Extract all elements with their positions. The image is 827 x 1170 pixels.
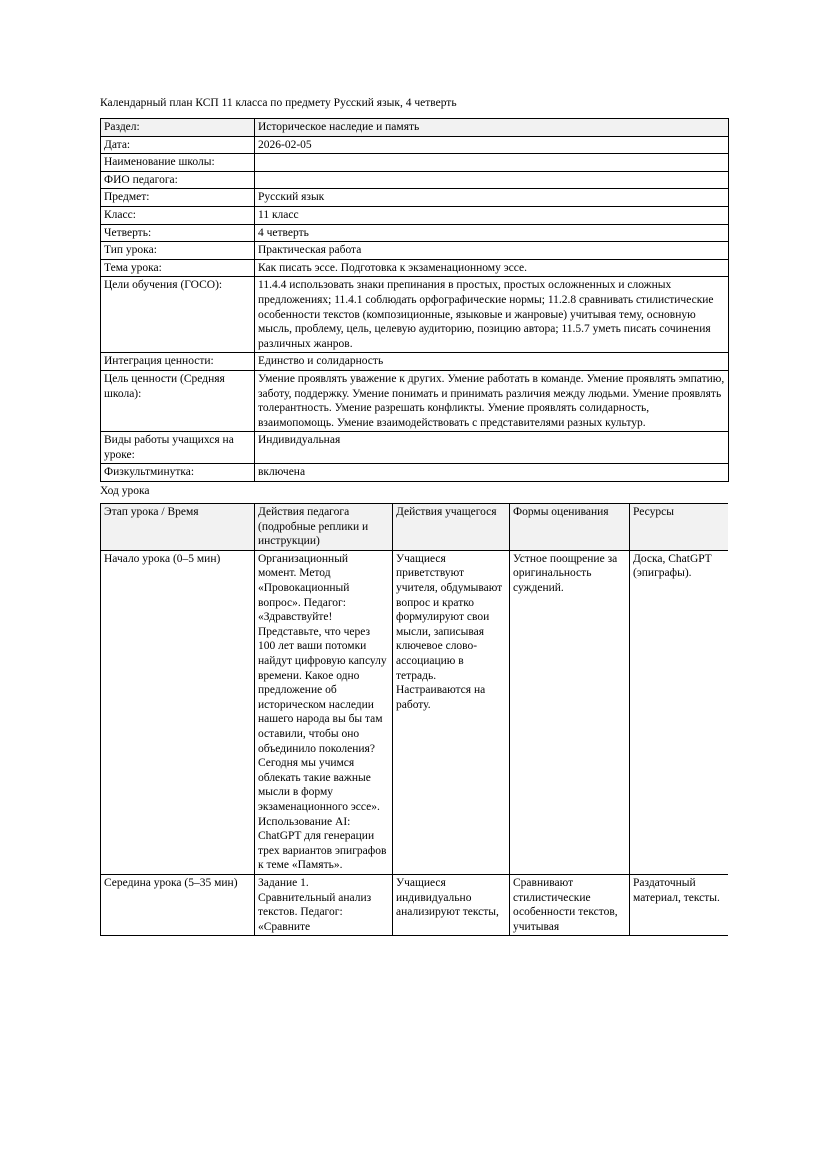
table-row (101, 464, 729, 482)
table-row (101, 224, 729, 242)
document-content (100, 96, 728, 1036)
info-value-cell: Историческое наследие и память (255, 119, 729, 137)
resources-cell: Раздаточный материал, тексты. (630, 874, 729, 935)
teacher-cell: Организационный момент. Метод «Провокационный вопрос». Педагог: «Здравствуйте! Представьте, что через 100 лет ваши потомки найдут цифровую капсулу времени. Какое одно предложение об историческом наследии нашего народа вы бы там оставили, чтобы оно объединило поколения? Сегодня мы учимся облекать такие важные мысли в форму экзаменационного эссе». Использование AI: ChatGPT для генерации трех вариантов эпиграфов к теме «Память». (255, 550, 393, 874)
lesson-flow-clip (100, 503, 728, 1036)
lesson-info-body (101, 119, 729, 482)
column-header-stage: Этап урока / Время (101, 504, 255, 551)
lesson-flow-table (100, 503, 728, 936)
table-row (101, 370, 729, 431)
info-label-cell: Предмет: (101, 189, 255, 207)
table-row (101, 136, 729, 154)
info-label-cell: Тема урока: (101, 259, 255, 277)
info-label-cell: Физкультминутка: (101, 464, 255, 482)
student-cell: Учащиеся индивидуально анализируют тексты, (393, 874, 510, 935)
table-row (101, 189, 729, 207)
teacher-cell: Задание 1. Сравнительный анализ текстов. Педагог: «Сравните (255, 874, 393, 935)
table-row (101, 259, 729, 277)
lesson-flow-body (101, 504, 729, 936)
table-row (101, 119, 729, 137)
page-title: Календарный план КСП 11 класса по предмету Русский язык, 4 четверть (100, 97, 457, 109)
stage-cell: Середина урока (5–35 мин) (101, 874, 255, 935)
info-label-cell: Наименование школы: (101, 154, 255, 172)
column-header-student: Действия учащегося (393, 504, 510, 551)
info-value-cell: 11 класс (255, 206, 729, 224)
lesson-info-table (100, 118, 729, 482)
info-value-cell: 2026-02-05 (255, 136, 729, 154)
info-value-cell: Единство и солидарность (255, 353, 729, 371)
info-label-cell: Интеграция ценности: (101, 353, 255, 371)
table-row (101, 154, 729, 172)
info-label-cell: ФИО педагога: (101, 171, 255, 189)
column-header-teacher: Действия педагога (подробные реплики и инструкции) (255, 504, 393, 551)
info-label-cell: Дата: (101, 136, 255, 154)
info-value-cell: Практическая работа (255, 242, 729, 260)
column-header-assessment: Формы оценивания (510, 504, 630, 551)
table-row (101, 353, 729, 371)
table-row (101, 171, 729, 189)
table-row (101, 874, 729, 935)
stage-cell: Начало урока (0–5 мин) (101, 550, 255, 874)
info-label-cell: Раздел: (101, 119, 255, 137)
info-value-cell: включена (255, 464, 729, 482)
table-row (101, 206, 729, 224)
info-value-cell: Как писать эссе. Подготовка к экзаменационному эссе. (255, 259, 729, 277)
assessment-cell: Устное поощрение за оригинальность суждений. (510, 550, 630, 874)
table-row (101, 432, 729, 464)
info-value-cell: 4 четверть (255, 224, 729, 242)
info-label-cell: Класс: (101, 206, 255, 224)
assessment-cell: Сравнивают стилистические особенности текстов, учитывая (510, 874, 630, 935)
student-cell: Учащиеся приветствуют учителя, обдумывают вопрос и кратко формулируют свои мысли, записывая ключевое слово-ассоциацию в тетрадь. Настраиваются на работу. (393, 550, 510, 874)
table-row (101, 277, 729, 353)
info-value-cell (255, 171, 729, 189)
column-header-resources: Ресурсы (630, 504, 729, 551)
info-value-cell: Русский язык (255, 189, 729, 207)
table-row (101, 242, 729, 260)
info-value-cell: Умение проявлять уважение к других. Умение работать в команде. Умение проявлять эмпатию, заботу, поддержку. Умение понимать и принимать различия между людьми. Умение проявлять толерантность. Умение разрешать конфликты. Умение проявлять солидарность, взаимопомощь. Умение взаимодействовать с представителями разных культур. (255, 370, 729, 431)
info-label-cell: Четверть: (101, 224, 255, 242)
resources-cell: Доска, ChatGPT (эпиграфы). (630, 550, 729, 874)
info-label-cell: Тип урока: (101, 242, 255, 260)
info-value-cell (255, 154, 729, 172)
table-row (101, 550, 729, 874)
info-label-cell: Цель ценности (Средняя школа): (101, 370, 255, 431)
info-value-cell: 11.4.4 использовать знаки препинания в простых, простых осложненных и сложных предложениях; 11.4.1 соблюдать орфографические нормы; 11.2.8 сравнивать стилистические особенности текстов (композиционные, языковые и жанровые) учитывая тему, основную мысль, проблему, цель, целевую аудиторию, позицию автора; 11.5.7 уметь писать сочинения различных жанров. (255, 277, 729, 353)
lesson-flow-caption: Ход урока (100, 485, 150, 498)
table-header-row (101, 504, 729, 551)
info-value-cell: Индивидуальная (255, 432, 729, 464)
info-label-cell: Цели обучения (ГОСО): (101, 277, 255, 353)
info-label-cell: Виды работы учащихся на уроке: (101, 432, 255, 464)
